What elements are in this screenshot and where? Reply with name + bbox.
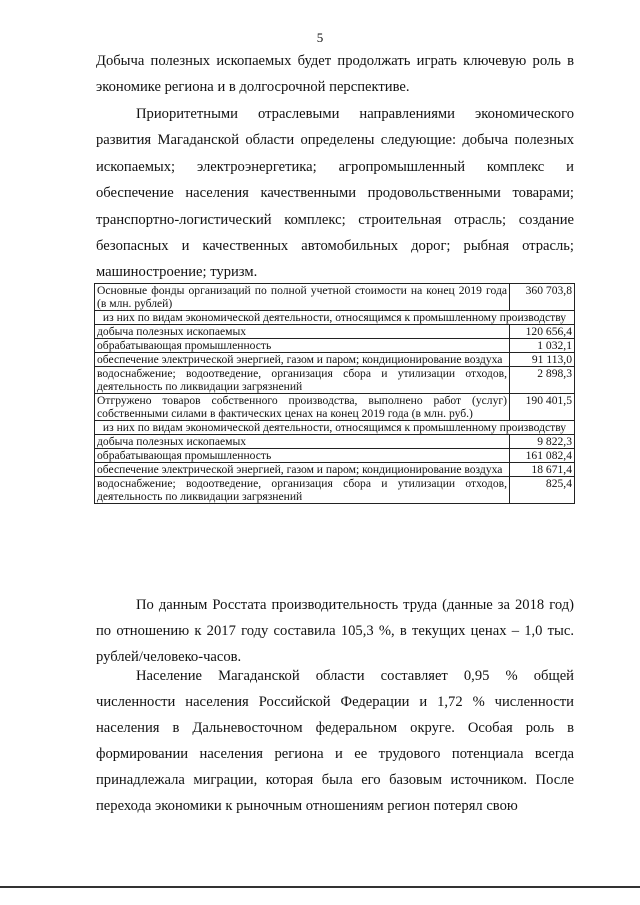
industry-statistics-table [94, 283, 575, 504]
paragraph-priority-sectors: Приоритетными отраслевыми направлениями экономического развития Магаданской области определены следующие: добыча полезных ископаемых; электроэнергетика; агропромышленный комплекс и обеспечение населения качественными продовольственными товарами; транспортно-логистический комплекс; строительная отрасль; создание безопасных и качественных автомобильных дорог; рыбная отрасль; машиностроение; туризм. [96, 106, 574, 281]
page-number: 5 [316, 30, 324, 45]
shipped-goods-label: Отгружено товаров собственного производства, выполнено работ (услуг) собственными силами в фактических ценах на конец 2019 года (в млн. руб.) [95, 394, 510, 421]
table-row [95, 339, 575, 353]
table-row [95, 463, 575, 477]
row-value: 9 822,3 [510, 435, 575, 449]
row-label: добыча полезных ископаемых [95, 325, 510, 339]
shipped-goods-subheader: из них по видам экономической деятельности, относящимся к промышленному производству [95, 421, 575, 435]
page-bottom-rule [0, 886, 640, 888]
table-row [95, 477, 575, 504]
fixed-assets-value: 360 703,8 [510, 284, 575, 311]
row-label: обеспечение электрической энергией, газом и паром; кондиционирование воздуха [95, 353, 510, 367]
paragraph-labor-productivity: По данным Росстата производительность труда (данные за 2018 год) по отношению к 2017 году составила 105,3 %, в текущих ценах – 1,0 тыс. рублей/человеко-часов. [96, 597, 574, 665]
table-row-shipped-goods [95, 394, 575, 421]
table-row [95, 449, 575, 463]
shipped-goods-value: 190 401,5 [510, 394, 575, 421]
row-label: обрабатывающая промышленность [95, 339, 510, 353]
table-row-subheader [95, 421, 575, 435]
row-label: обеспечение электрической энергией, газом и паром; кондиционирование воздуха [95, 463, 510, 477]
row-label: водоснабжение; водоотведение, организация сбора и утилизации отходов, деятельность по ликвидации загрязнений [95, 477, 510, 504]
row-value: 120 656,4 [510, 325, 575, 339]
table-row-fixed-assets [95, 284, 575, 311]
paragraph-population: Население Магаданской области составляет 0,95 % общей численности населения Российской Федерации и 1,72 % численности населения в Дальневосточном федеральном округе. Особая роль в формировании населения региона и ее трудового потенциала всегда принадлежала миграции, которая была его базовым источником. После перехода экономики к рыночным отношениям регион потерял свою [96, 668, 574, 814]
table-row [95, 367, 575, 394]
row-value: 1 032,1 [510, 339, 575, 353]
row-label: водоснабжение; водоотведение, организация сбора и утилизации отходов, деятельность по ликвидации загрязнений [95, 367, 510, 394]
row-value: 825,4 [510, 477, 575, 504]
row-value: 18 671,4 [510, 463, 575, 477]
paragraph-mining-role: Добыча полезных ископаемых будет продолжать играть ключевую роль в экономике региона и в долгосрочной перспективе. [96, 53, 574, 96]
row-value: 161 082,4 [510, 449, 575, 463]
row-label: добыча полезных ископаемых [95, 435, 510, 449]
row-label: обрабатывающая промышленность [95, 449, 510, 463]
fixed-assets-label: Основные фонды организаций по полной учетной стоимости на конец 2019 года (в млн. рублей) [95, 284, 510, 311]
row-value: 2 898,3 [510, 367, 575, 394]
table-row [95, 325, 575, 339]
table-row [95, 353, 575, 367]
row-value: 91 113,0 [510, 353, 575, 367]
table-row-subheader [95, 311, 575, 325]
fixed-assets-subheader: из них по видам экономической деятельности, относящимся к промышленному производству [95, 311, 575, 325]
table-row [95, 435, 575, 449]
